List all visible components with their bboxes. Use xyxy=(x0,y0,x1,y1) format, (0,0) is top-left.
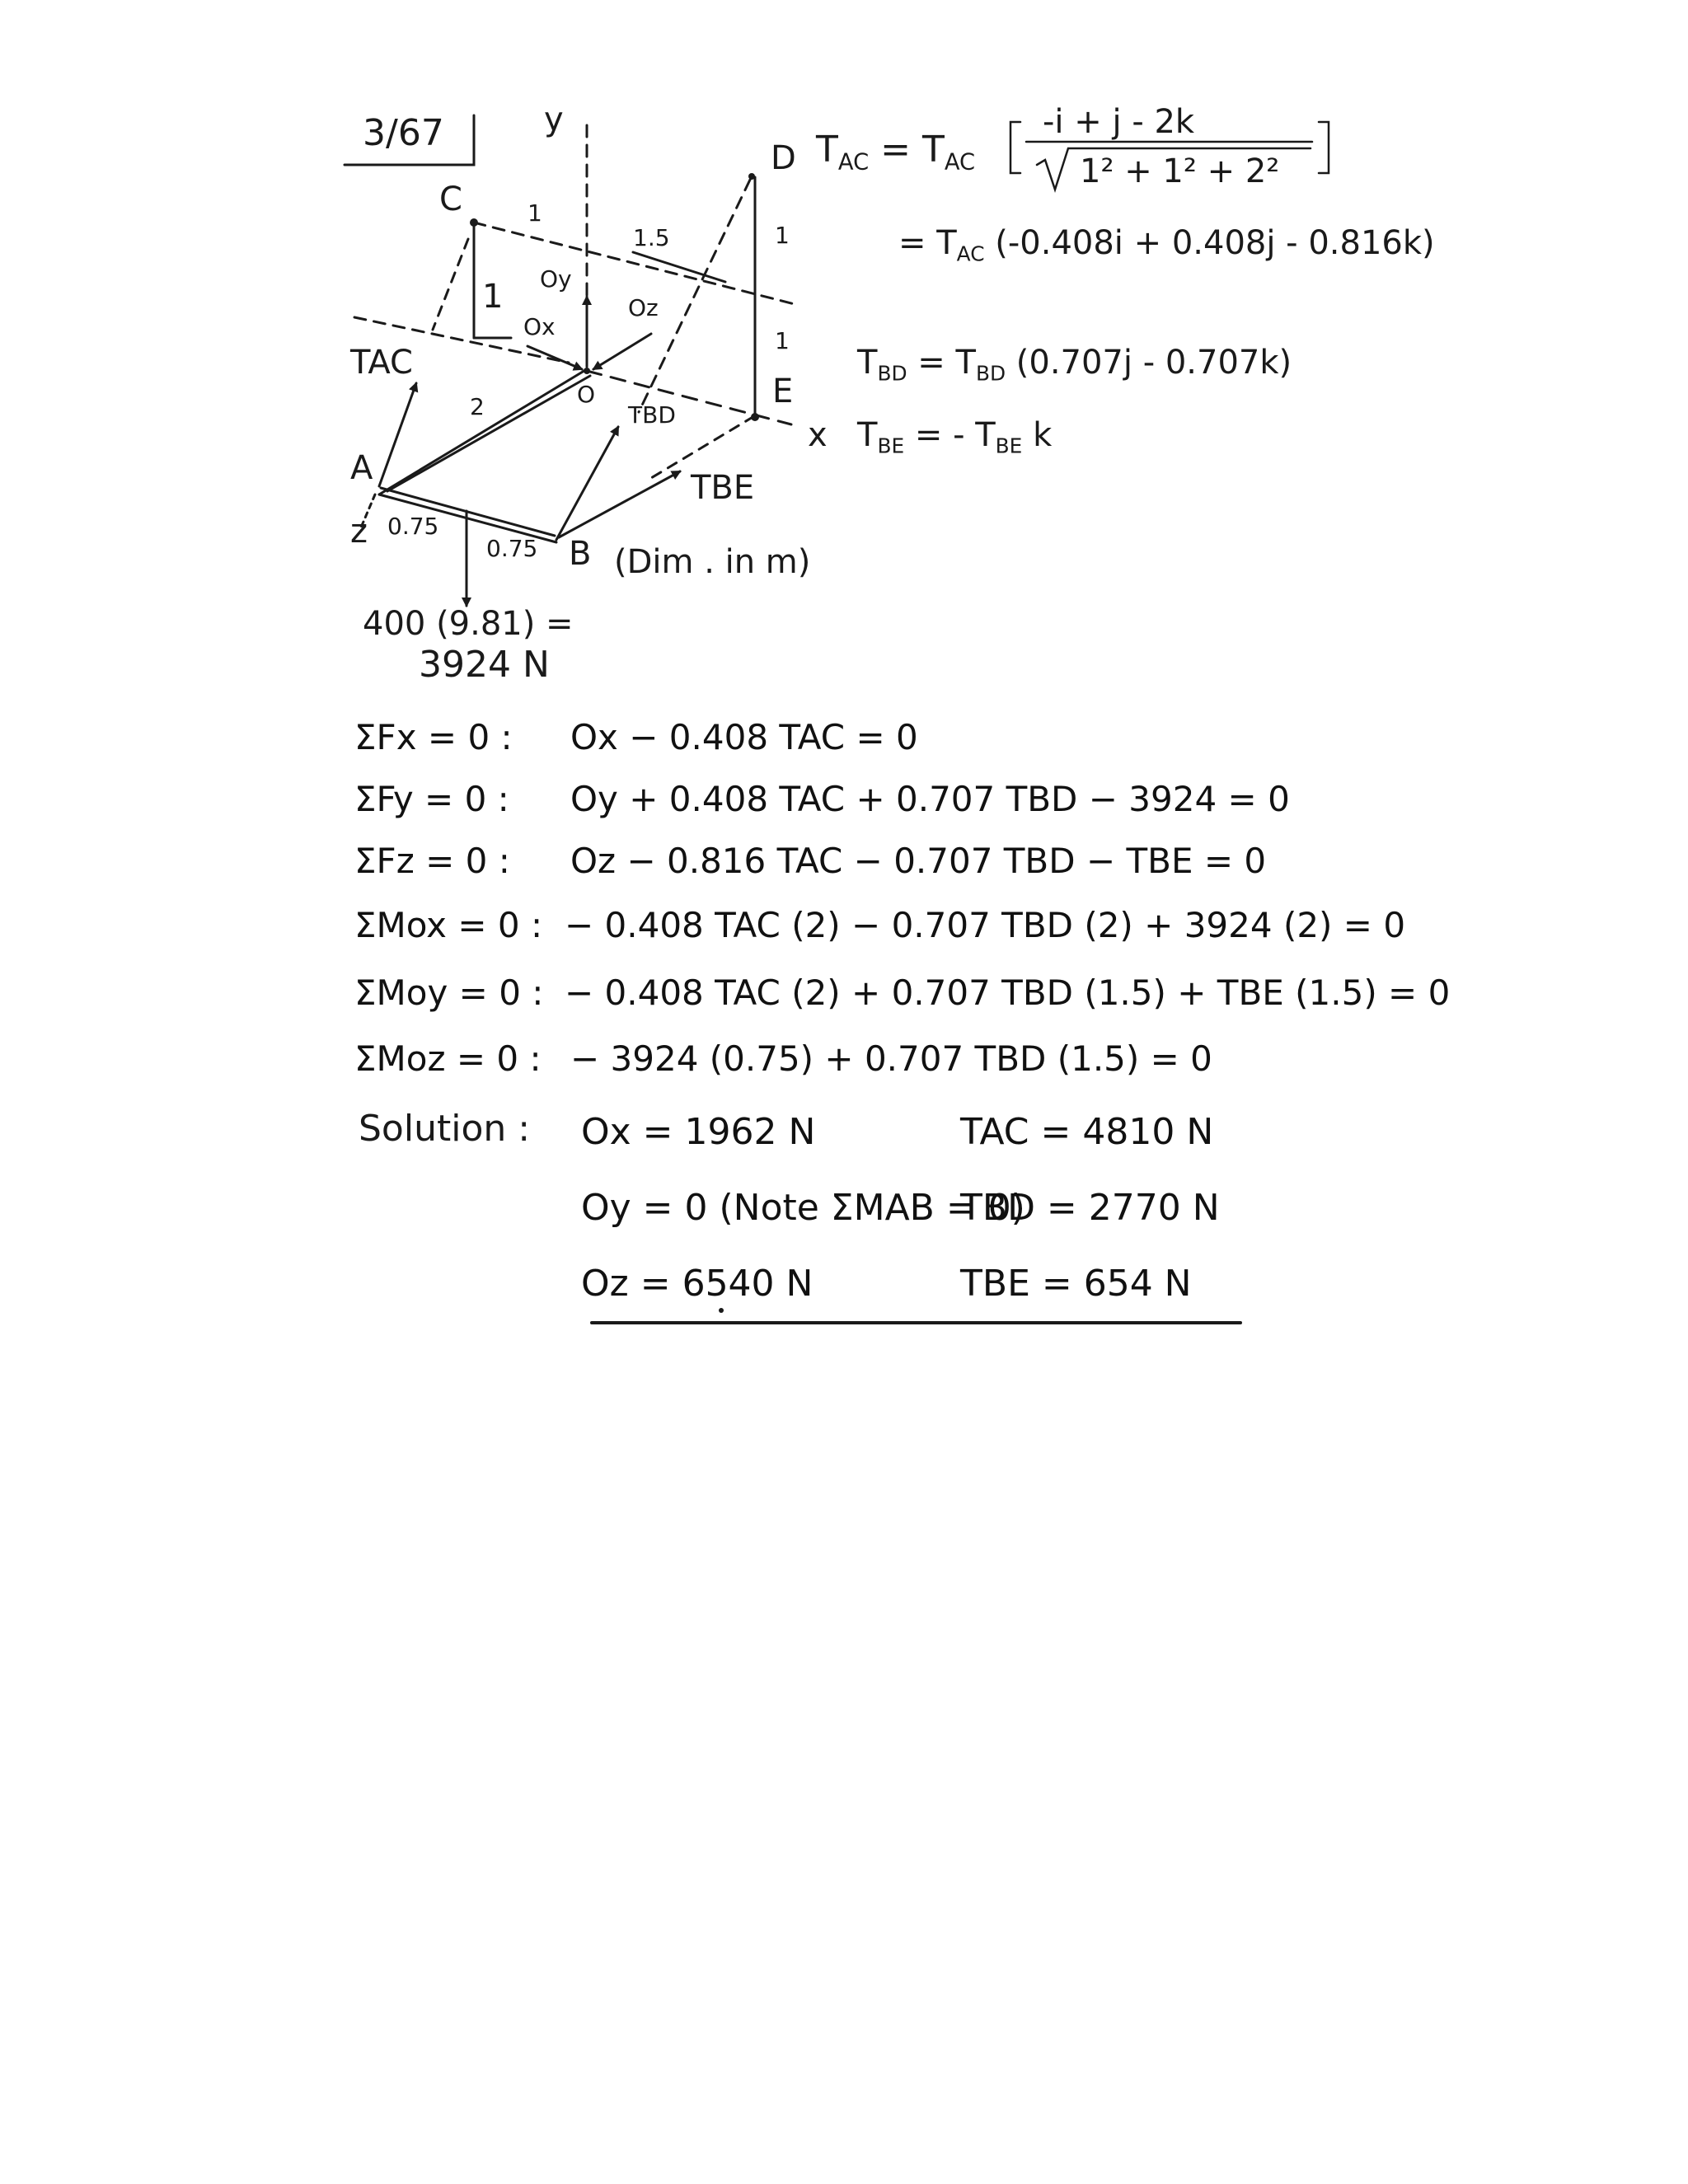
dim-075-a-label: 0.75 xyxy=(387,513,439,540)
equation-rhs: Oz − 0.816 TAC − 0.707 TBD − TBE = 0 xyxy=(570,841,1267,881)
tac-denominator: 1² + 1² + 2² xyxy=(1080,152,1280,190)
solution-right: TBD = 2770 N xyxy=(960,1187,1220,1229)
tbe-rhs-subscript: BE xyxy=(995,434,1023,458)
oz-arrow xyxy=(593,334,651,369)
tac-result-vector: (-0.408i + 0.408j - 0.816k) xyxy=(995,224,1435,262)
c-down-dash xyxy=(433,239,468,330)
tbe-lhs-subscript: BE xyxy=(877,434,905,458)
equation-rhs: Ox − 0.408 TAC = 0 xyxy=(570,717,918,757)
tac-lhs-symbol: T xyxy=(816,129,838,171)
point-c-dot xyxy=(470,218,478,227)
tbe-label: TBE xyxy=(691,469,755,507)
tbd-vector: (0.707j - 0.707k) xyxy=(1015,344,1292,382)
tac-eq-symbol: = T xyxy=(880,129,945,171)
point-e-dot xyxy=(751,413,759,421)
x-axis-line xyxy=(587,371,794,424)
tbd-lhs-subscript: BD xyxy=(877,361,907,386)
dim-075-b-label: 0.75 xyxy=(486,535,538,562)
tac-lhs-subscript: AC xyxy=(837,149,870,176)
tac-result-symbol: = T xyxy=(898,224,957,262)
tac-result-subscript: AC xyxy=(956,241,985,266)
solution-left: Oz = 6540 N xyxy=(581,1263,814,1305)
solution-right: TBE = 654 N xyxy=(960,1263,1192,1305)
dim-15-label: 1.5 xyxy=(633,224,670,251)
tbe-vector: k xyxy=(1033,416,1053,454)
equation-lhs: ΣFy = 0 : xyxy=(354,779,509,819)
ox-label: Ox xyxy=(523,313,556,340)
tbd-label: TBD xyxy=(628,401,676,429)
solution-label: Solution : xyxy=(359,1108,531,1150)
point-o-dot xyxy=(584,368,590,374)
dim-1-d-label: 1 xyxy=(775,222,790,249)
tac-arrow xyxy=(379,383,416,486)
dim-1-c-label: 1 xyxy=(482,278,504,316)
point-a-label: A xyxy=(350,449,373,487)
tbd-definition xyxy=(857,346,1292,384)
equation-lhs: ΣMoz = 0 : xyxy=(354,1038,542,1079)
problem-number: 3/67 xyxy=(363,112,444,154)
tac-definition-lhs xyxy=(816,129,976,176)
dim-2-label: 2 xyxy=(470,393,485,420)
equation-rhs: − 0.408 TAC (2) + 0.707 TBD (1.5) + TBE (1.5) = 0 xyxy=(565,972,1451,1013)
solution-right: TAC = 4810 N xyxy=(960,1111,1214,1153)
tbe-rhs-symbol: = - T xyxy=(914,416,996,454)
tac-result xyxy=(898,224,1435,266)
y-axis-label: y xyxy=(544,101,564,138)
point-d-label: D xyxy=(771,139,796,177)
x-axis-label: x xyxy=(808,416,828,454)
tbd-lhs-symbol: T xyxy=(857,344,878,382)
edge-a-o-1 xyxy=(379,369,587,494)
point-e-label: E xyxy=(772,373,794,410)
point-o-label: O xyxy=(577,381,596,408)
tbd-rhs-subscript: BD xyxy=(975,361,1006,386)
equation-rhs: − 0.408 TAC (2) − 0.707 TBD (2) + 3924 (2) = 0 xyxy=(565,905,1406,945)
point-c-label: C xyxy=(439,180,462,218)
edge-a-o-2 xyxy=(387,376,590,491)
solution-left: Ox = 1962 N xyxy=(581,1111,816,1153)
point-b-label: B xyxy=(569,535,592,573)
equation-lhs: ΣMox = 0 : xyxy=(354,905,543,945)
point-d-dot xyxy=(748,173,755,180)
tac-open-bracket xyxy=(1010,122,1020,173)
tac-eq-subscript: AC xyxy=(944,149,976,176)
dim-1-e-label: 1 xyxy=(775,327,790,354)
equation-rhs: Oy + 0.408 TAC + 0.707 TBD − 3924 = 0 xyxy=(570,779,1290,819)
tac-numerator: -i + j - 2k xyxy=(1043,103,1195,141)
equation-rhs: − 3924 (0.75) + 0.707 TBD (1.5) = 0 xyxy=(570,1038,1212,1079)
oy-label: Oy xyxy=(540,265,572,293)
tbd-rhs-symbol: = T xyxy=(917,344,976,382)
oz-label: Oz xyxy=(628,294,659,321)
tac-close-bracket xyxy=(1319,122,1329,173)
tbe-definition xyxy=(857,416,1053,458)
z-axis-label: z xyxy=(350,513,368,551)
ox-arrow xyxy=(528,346,582,369)
equation-lhs: ΣFx = 0 : xyxy=(354,717,513,757)
equation-lhs: ΣFz = 0 : xyxy=(354,841,510,881)
equation-lhs: ΣMoy = 0 : xyxy=(354,972,544,1013)
dim-1-top-label: 1 xyxy=(528,199,542,227)
tbe-lhs-symbol: T xyxy=(857,416,878,454)
tac-label: TAC xyxy=(350,344,413,382)
solution-left: Oy = 0 (Note ΣMAB = 0) xyxy=(581,1187,1025,1229)
weight-expression: 400 (9.81) = xyxy=(363,605,574,643)
units-note: (Dim . in m) xyxy=(614,543,811,581)
solution-dot xyxy=(719,1308,724,1313)
weight-value: 3924 N xyxy=(419,644,550,686)
